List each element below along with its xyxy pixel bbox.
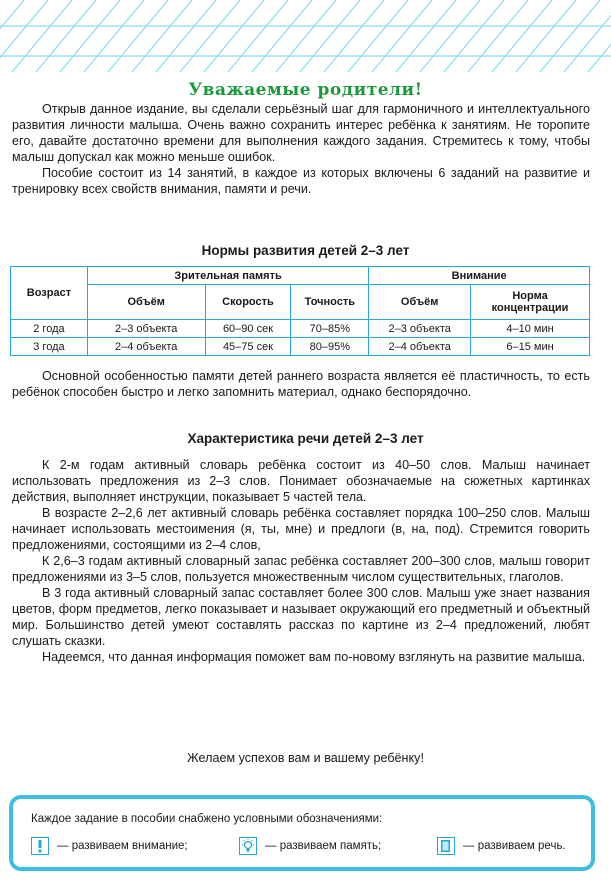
exclamation-icon xyxy=(31,837,49,855)
grid-line xyxy=(12,0,72,72)
column-header: Скорость xyxy=(205,285,291,320)
intro-paragraph-1: Открыв данное издание, вы сделали серьёзный шаг для гармоничного и интеллектуального развития личности малыша. Очень важно сохранить интерес ребёнка к занятиям. Не торопите его, давайте достаточно времени для выполнения каждого задания. Стремитесь к тому, чтобы малыш допускал как можно меньше ошибок. xyxy=(12,102,590,164)
memory-text xyxy=(12,368,590,400)
intro-text xyxy=(12,101,590,197)
book-icon xyxy=(437,837,455,855)
grid-line xyxy=(180,0,240,72)
legend-text: — развиваем память; xyxy=(265,840,382,852)
grid-line xyxy=(492,0,552,72)
legend-item-attention xyxy=(31,837,188,855)
grid-line xyxy=(396,0,456,72)
speech-text xyxy=(12,457,590,665)
table-row xyxy=(11,338,590,356)
grid-line xyxy=(516,0,576,72)
legend-text: — развиваем речь. xyxy=(463,840,566,852)
speech-paragraph: К 2,6–3 годам активный словарный запас ребёнка составляет 200–300 слов, малыш говорит предложениями из 3–5 слов, пользуется множественным числом существительных, глаголов. xyxy=(12,554,590,584)
table-cell: 60–90 сек xyxy=(205,320,291,338)
table-cell: 2–4 объекта xyxy=(87,338,205,356)
table-cell: 70–85% xyxy=(291,320,369,338)
norms-table xyxy=(10,266,590,356)
legend-item-memory xyxy=(239,837,381,855)
memory-paragraph: Основной особенностью памяти детей раннего возраста является её пластичность, то есть ребёнок способен быстро и легко запомнить материал, однако беспорядочно. xyxy=(12,369,590,399)
speech-paragraph: В возрасте 2–2,6 лет активный словарь ребёнка составляет порядка 100–250 слов. Малыш начинает использовать местоимения (я, ты, мне) и предлоги (в, на, под). Стремится говорить предложениями, состоящими из 2–4 слов, xyxy=(12,506,590,552)
grid-line xyxy=(276,0,336,72)
grid-line xyxy=(540,0,600,72)
grid-line xyxy=(468,0,528,72)
table-cell: 6–15 мин xyxy=(471,338,590,356)
grid-line xyxy=(204,0,264,72)
grid-line xyxy=(300,0,360,72)
grid-line xyxy=(228,0,288,72)
attention-header: Внимание xyxy=(369,267,590,285)
table-cell: 2–4 объекта xyxy=(369,338,471,356)
grid-line xyxy=(60,0,120,72)
table-cell: 4–10 мин xyxy=(471,320,590,338)
intro-paragraph-2: Пособие состоит из 14 занятий, в каждое из которых включены 6 заданий на развитие и тренировку всех свойств внимания, памяти и речи. xyxy=(12,166,590,196)
speech-heading: Характеристика речи детей 2–3 лет xyxy=(187,431,424,446)
legend-intro: Каждое задание в пособии снабжено условными обозначениями: xyxy=(31,813,383,825)
grid-line xyxy=(84,0,144,72)
legend-text: — развиваем внимание; xyxy=(57,840,188,852)
grid-line xyxy=(36,0,96,72)
grid-line xyxy=(0,0,48,72)
speech-paragraph: Надеемся, что данная информация поможет вам по-новому взглянуть на развитие малыша. xyxy=(42,650,586,664)
table-cell: 2–3 объекта xyxy=(369,320,471,338)
grid-line xyxy=(564,0,611,72)
speech-paragraph: К 2-м годам активный словарь ребёнка состоит из 40–50 слов. Малыш начинает использовать предложения из 2–3 слов. Понимает обозначаемые на сюжетных картинках действия, выполняет инструкции, показывает 5 частей тела. xyxy=(12,458,590,504)
norms-heading: Нормы развития детей 2–3 лет xyxy=(201,243,410,258)
table-cell: 45–75 сек xyxy=(205,338,291,356)
legend-box xyxy=(9,795,595,871)
page-title: Уважаемые родители! xyxy=(188,80,423,100)
grid-line xyxy=(108,0,168,72)
grid-line xyxy=(444,0,504,72)
table-cell: 80–95% xyxy=(291,338,369,356)
grid-line xyxy=(156,0,216,72)
ruled-grid-decoration xyxy=(0,0,611,72)
grid-line xyxy=(420,0,480,72)
table-row xyxy=(11,320,590,338)
grid-line xyxy=(252,0,312,72)
grid-line xyxy=(372,0,432,72)
grid-line xyxy=(324,0,384,72)
lightbulb-icon xyxy=(239,837,257,855)
grid-line xyxy=(348,0,408,72)
table-cell: 2 года xyxy=(11,320,88,338)
age-header: Возраст xyxy=(11,267,88,320)
column-header: Объём xyxy=(87,285,205,320)
table-cell: 3 года xyxy=(11,338,88,356)
column-header: Точность xyxy=(291,285,369,320)
legend-item-speech xyxy=(437,837,566,855)
visual-memory-header: Зрительная память xyxy=(87,267,368,285)
closing-wish: Желаем успехов вам и вашему ребёнку! xyxy=(187,751,424,765)
speech-paragraph: В 3 года активный словарный запас составляет более 300 слов. Малыш уже знает названия цветов, форм предметов, легко показывает и называет окружающий его предметный и объектный мир. Большинство детей умеют составлять рассказ по картине из 2–4 предложений, любят слушать сказки. xyxy=(12,586,590,648)
column-header: Объём xyxy=(369,285,471,320)
grid-line xyxy=(132,0,192,72)
table-cell: 2–3 объекта xyxy=(87,320,205,338)
column-header: Норма концентрации xyxy=(471,285,590,320)
